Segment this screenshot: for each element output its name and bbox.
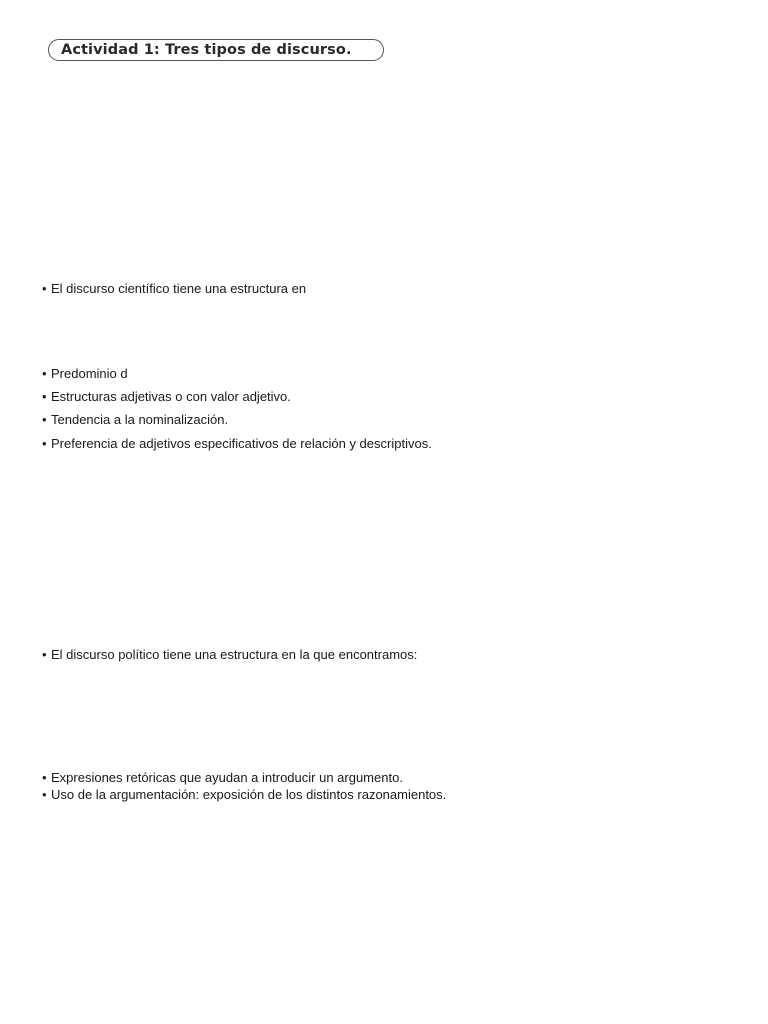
list-item-text: Tendencia a la nominalización. <box>51 412 229 427</box>
list-item <box>42 389 291 405</box>
political-intro-text: El discurso político tiene una estructura en la que encontramos: <box>51 647 418 662</box>
bullet-icon: • <box>42 412 47 427</box>
list-item-text: Uso de la argumentación: exposición de los distintos razonamientos. <box>51 787 447 802</box>
list-item <box>42 436 432 452</box>
list-item <box>42 366 128 382</box>
scientific-intro-text: El discurso científico tiene una estructura en <box>51 281 307 296</box>
list-item-text: Predominio d <box>51 366 128 381</box>
list-item <box>42 770 403 786</box>
activity-title-box <box>48 39 384 61</box>
political-intro-line <box>42 647 417 663</box>
bullet-icon: • <box>42 770 47 785</box>
bullet-icon: • <box>42 281 47 296</box>
list-item-text: Expresiones retóricas que ayudan a introducir un argumento. <box>51 770 403 785</box>
bullet-icon: • <box>42 787 47 802</box>
scientific-intro-line <box>42 281 306 297</box>
list-item-text: Estructuras adjetivas o con valor adjetivo. <box>51 389 291 404</box>
bullet-icon: • <box>42 389 47 404</box>
list-item-text: Preferencia de adjetivos especificativos de relación y descriptivos. <box>51 436 432 451</box>
bullet-icon: • <box>42 436 47 451</box>
bullet-icon: • <box>42 647 47 662</box>
bullet-icon: • <box>42 366 47 381</box>
list-item <box>42 412 228 428</box>
list-item <box>42 787 446 803</box>
page-title: Actividad 1: Tres tipos de discurso. <box>61 42 352 58</box>
